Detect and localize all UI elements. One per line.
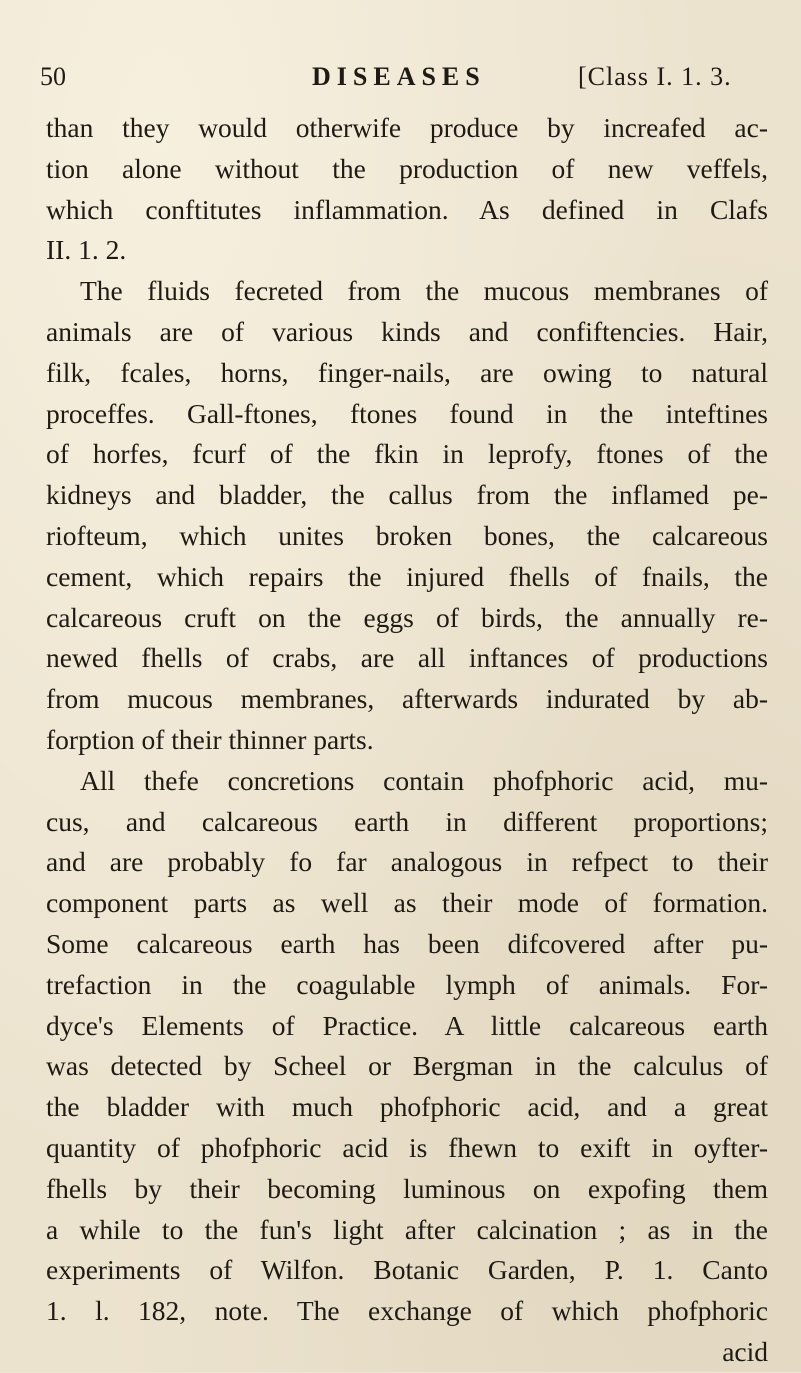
- class-reference: [Class I. 1. 3.: [578, 62, 732, 91]
- text-line: and are probably fo far analogous in refpect to their: [46, 846, 768, 878]
- text-line: 1. l. 182, note. The exchange of which phofphoric: [46, 1295, 768, 1327]
- running-head: DISEASES: [312, 62, 486, 91]
- text-line: fhells by their becoming luminous on expofing them: [46, 1172, 768, 1204]
- text-line: animals are of various kinds and confiftencies. Hair,: [46, 315, 768, 347]
- text-line: newed fhells of crabs, are all inftances of productions: [46, 642, 768, 674]
- text-line: proceffes. Gall-ftones, ftones found in the inteftines: [46, 397, 768, 429]
- text-line: riofteum, which unites broken bones, the calcareous: [46, 519, 768, 551]
- page-number: 50: [40, 62, 66, 91]
- text-line: kidneys and bladder, the callus from the inflamed pe-: [46, 479, 768, 511]
- page-header: [40, 62, 769, 98]
- text-line: forption of their thinner parts.: [46, 723, 374, 755]
- text-line: Some calcareous earth has been difcovered after pu-: [46, 927, 768, 959]
- text-line: cement, which repairs the injured fhells of fnails, the: [46, 560, 768, 592]
- text-line: dyce's Elements of Practice. A little calcareous earth: [46, 1009, 768, 1041]
- text-line: calcareous cruft on the eggs of birds, the annually re-: [46, 601, 768, 633]
- text-line: cus, and calcareous earth in different proportions;: [46, 805, 768, 837]
- text-line: than they would otherwife produce by increafed ac-: [46, 112, 768, 143]
- text-line: from mucous membranes, afterwards indurated by ab-: [46, 683, 768, 715]
- text-line: All thefe concretions contain phofphoric acid, mu-: [80, 764, 768, 796]
- text-line: of horfes, fcurf of the fkin in leprofy, ftones of the: [46, 438, 768, 470]
- text-line: II. 1. 2.: [46, 234, 127, 266]
- text-line: a while to the fun's light after calcination ; as in the: [46, 1213, 768, 1245]
- text-line: filk, fcales, horns, finger-nails, are owing to natural: [46, 356, 768, 388]
- text-line: which conftitutes inflammation. As defined in Clafs: [46, 193, 768, 225]
- text-line: tion alone without the production of new veffels,: [46, 152, 768, 184]
- text-line: was detected by Scheel or Bergman in the calculus of: [46, 1050, 768, 1082]
- text-line: trefaction in the coagulable lymph of animals. For-: [46, 968, 768, 1000]
- text-line: The fluids fecreted from the mucous membranes of: [80, 275, 768, 307]
- text-line: component parts as well as their mode of formation.: [46, 887, 768, 919]
- text-line: experiments of Wilfon. Botanic Garden, P. 1. Canto: [46, 1254, 768, 1286]
- catchword: acid: [722, 1335, 768, 1367]
- text-line: quantity of phofphoric acid is fhewn to exift in oyfter-: [46, 1131, 768, 1163]
- body-text: [46, 108, 768, 1373]
- text-line: the bladder with much phofphoric acid, and a great: [46, 1091, 768, 1123]
